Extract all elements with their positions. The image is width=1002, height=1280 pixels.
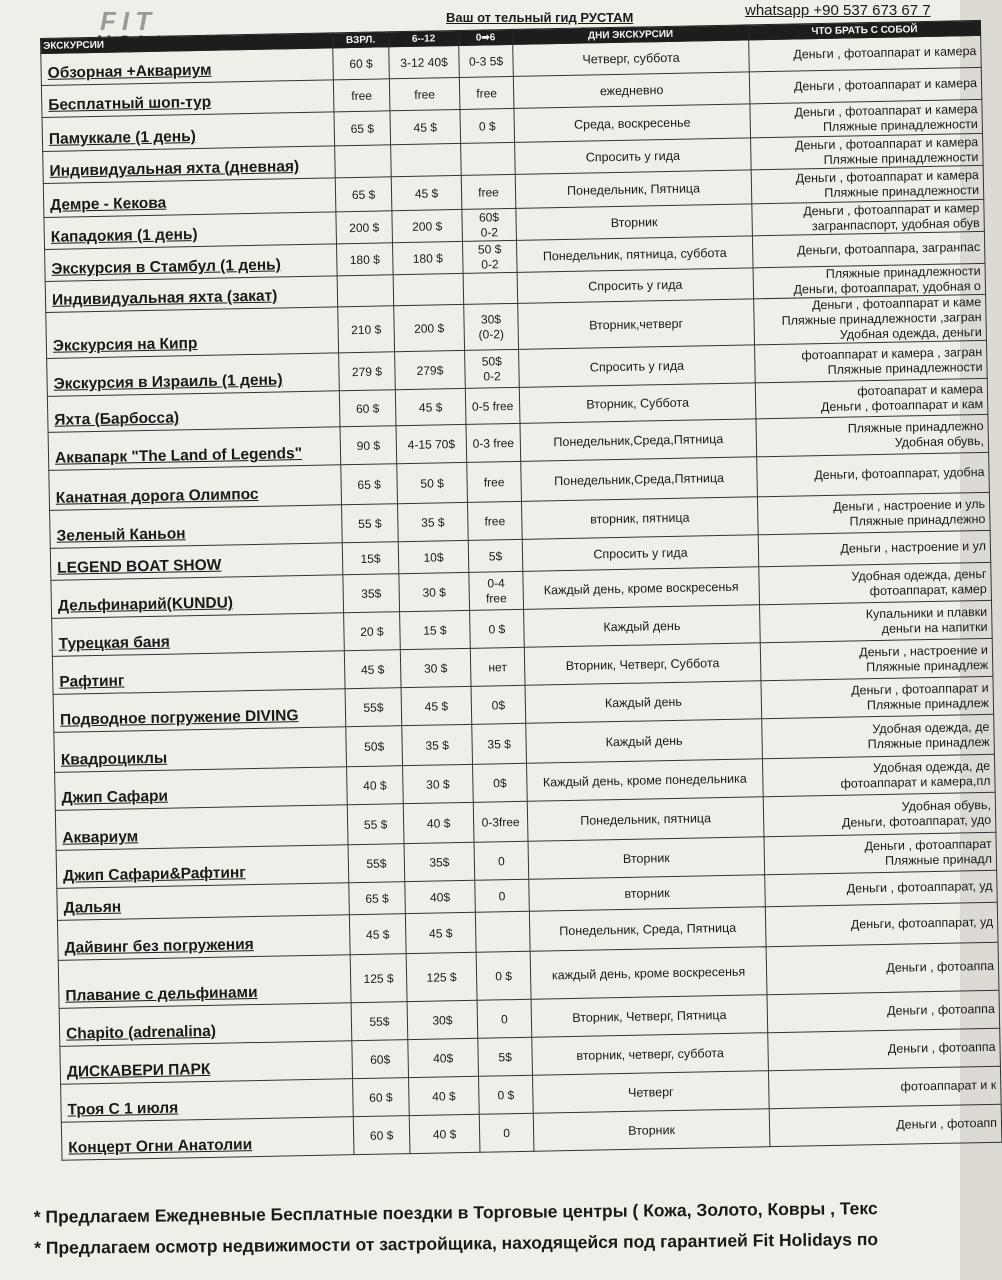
excursion-days: Вторник, Четверг, Пятница bbox=[531, 995, 768, 1038]
items-to-bring-line: фотоаппарат и камера , загран bbox=[801, 344, 983, 362]
column-header-excursions: ЭКСКУРСИИ bbox=[41, 33, 333, 54]
excursions-table bbox=[40, 20, 1002, 1161]
price-adult: 210 $ bbox=[338, 306, 395, 353]
excursion-name: Квадроциклы bbox=[54, 727, 347, 773]
items-to-bring bbox=[751, 133, 984, 169]
items-to-bring bbox=[768, 1028, 1001, 1070]
excursion-name: Индивидуальная яхта (дневная) bbox=[43, 146, 336, 184]
price-baby-line: 0-4 bbox=[487, 575, 505, 591]
excursion-days: Спросить у гида bbox=[519, 345, 756, 388]
price-adult: 55 $ bbox=[347, 804, 404, 845]
excursion-days: Каждый день bbox=[524, 605, 761, 648]
price-kid: 30 $ bbox=[403, 764, 474, 803]
excursion-name: Яхта (Барбосса) bbox=[47, 391, 340, 433]
price-adult: 65 $ bbox=[341, 464, 398, 505]
items-to-bring-line: Пляжные принадлеж bbox=[867, 734, 990, 751]
excursion-name: Chapito (adrenalina) bbox=[59, 1003, 352, 1047]
price-kid: 40$ bbox=[408, 1038, 479, 1077]
price-kid bbox=[391, 143, 462, 176]
price-kid: 40$ bbox=[405, 880, 476, 913]
price-kid: 180 $ bbox=[392, 241, 463, 274]
price-baby: 0 $ bbox=[476, 951, 531, 1000]
price-baby-line: 0-2 bbox=[483, 368, 501, 384]
excursion-name: Джип Сафари bbox=[55, 767, 348, 811]
items-to-bring bbox=[752, 199, 985, 235]
price-kid: 3-12 40$ bbox=[389, 45, 460, 78]
price-adult: 55$ bbox=[348, 844, 405, 883]
price-kid: 45 $ bbox=[401, 686, 472, 725]
items-to-bring-line: Пляжные принадлеж bbox=[866, 695, 990, 712]
excursion-days: Понедельник, пятница, суббота bbox=[516, 236, 753, 273]
excursion-name: Экскурсия в Стамбул (1 день) bbox=[45, 244, 338, 282]
price-baby: 0 bbox=[477, 999, 532, 1038]
items-to-bring-line: Деньги, фотоаппарат, уд bbox=[850, 914, 994, 932]
items-to-bring-line: Купальники и плавки bbox=[865, 604, 988, 621]
items-to-bring bbox=[749, 67, 982, 103]
price-baby bbox=[464, 303, 519, 350]
items-to-bring bbox=[765, 902, 998, 946]
excursion-days: вторник bbox=[529, 875, 766, 912]
items-to-bring bbox=[749, 35, 982, 71]
items-to-bring bbox=[763, 792, 996, 836]
excursion-name: Дельфинарий(KUNDU) bbox=[51, 575, 344, 619]
price-kid: 45 $ bbox=[405, 912, 476, 953]
price-kid: 40 $ bbox=[403, 802, 474, 843]
price-adult: 55$ bbox=[345, 688, 402, 727]
items-to-bring bbox=[755, 378, 988, 418]
items-to-bring-line: Деньги , фотоаппа bbox=[886, 958, 995, 975]
price-baby: 0 $ bbox=[470, 609, 525, 648]
items-to-bring-line: фотоаппарат и камера,пл bbox=[840, 773, 991, 791]
items-to-bring bbox=[754, 294, 987, 344]
excursion-name: Обзорная +Аквариум bbox=[41, 48, 334, 86]
items-to-bring bbox=[764, 832, 997, 874]
excursion-days: Спросить у гида bbox=[522, 535, 759, 572]
items-to-bring bbox=[751, 165, 984, 203]
excursion-days: Вторник bbox=[528, 837, 765, 880]
price-baby-line: 30$ bbox=[480, 311, 502, 327]
items-to-bring-line: деньги на напитки bbox=[881, 619, 988, 636]
price-baby bbox=[465, 349, 520, 388]
excursion-days: Спросить у гида bbox=[517, 268, 754, 304]
price-kid: 35 $ bbox=[402, 724, 473, 765]
price-kid: 4-15 70$ bbox=[396, 424, 467, 463]
price-baby: нет bbox=[470, 647, 525, 686]
excursions-table-wrapper bbox=[40, 20, 1001, 1161]
excursion-days: Вторник, Четверг, Суббота bbox=[524, 643, 761, 686]
price-kid: 200 $ bbox=[392, 209, 463, 242]
items-to-bring bbox=[760, 638, 993, 680]
excursion-days: вторник, пятница bbox=[521, 497, 758, 540]
items-to-bring-line: Удобная одежда, де bbox=[872, 758, 991, 775]
price-adult: 45 $ bbox=[344, 650, 401, 689]
excursion-name: Демре - Кекова bbox=[43, 178, 336, 218]
items-to-bring-line: фотоапарат и камера bbox=[857, 381, 984, 398]
items-to-bring bbox=[766, 942, 999, 994]
price-adult: 45 $ bbox=[349, 914, 406, 955]
price-baby: 0 bbox=[475, 879, 530, 912]
table-body bbox=[41, 35, 1002, 1160]
items-to-bring-line: Деньги , фотоаппарат и камера bbox=[794, 101, 978, 120]
price-adult: 60 $ bbox=[353, 1078, 410, 1117]
price-baby-line: 0-2 bbox=[481, 256, 499, 272]
price-baby: 5$ bbox=[478, 1037, 533, 1076]
excursion-days: Понедельник,Среда,Пятница bbox=[520, 419, 757, 462]
excursion-days: Вторник bbox=[516, 204, 753, 241]
price-adult: 60 $ bbox=[339, 390, 396, 427]
price-adult: 60$ bbox=[352, 1040, 409, 1079]
price-baby: 0 bbox=[474, 841, 529, 880]
price-baby bbox=[462, 240, 517, 273]
price-adult bbox=[337, 275, 394, 307]
items-to-bring-line: Деньги, фотоаппарат, удо bbox=[841, 812, 992, 830]
price-kid: 15 $ bbox=[400, 610, 471, 649]
price-baby: 0-3free bbox=[473, 801, 528, 842]
price-adult: free bbox=[333, 79, 390, 112]
items-to-bring-line: Пляжные принадлеж bbox=[866, 657, 989, 674]
items-to-bring bbox=[761, 676, 994, 718]
items-to-bring-line: загранпаспорт, удобная обув bbox=[811, 215, 980, 233]
price-baby: 0-3 free bbox=[466, 423, 521, 462]
excursion-name: Дальян bbox=[57, 883, 350, 921]
items-to-bring bbox=[768, 1066, 1001, 1108]
price-kid bbox=[393, 273, 464, 305]
price-adult: 90 $ bbox=[340, 426, 397, 465]
items-to-bring-line: Пляжные принадлежности ,загран bbox=[781, 309, 982, 328]
items-to-bring bbox=[759, 562, 992, 604]
excursion-days: Четверг, суббота bbox=[513, 40, 750, 77]
items-to-bring-line: Удобная одежда, де bbox=[872, 719, 990, 736]
items-to-bring-line: Удобная обувь, bbox=[894, 433, 985, 450]
items-to-bring-line: Пляжные принадлежности bbox=[825, 263, 981, 281]
items-to-bring-line: Деньги , настроение и ул bbox=[840, 538, 987, 556]
items-to-bring-line: Удобная одежда, деньг bbox=[851, 566, 987, 584]
excursion-name: ДИСКАВЕРИ ПАРК bbox=[60, 1041, 353, 1085]
price-baby bbox=[475, 911, 530, 952]
column-header-kid: 6--12 bbox=[388, 30, 458, 46]
excursion-days: Понедельник,Среда,Пятница bbox=[521, 457, 758, 502]
items-to-bring-line: Деньги , фотоаппарат bbox=[864, 836, 992, 853]
price-adult: 200 $ bbox=[336, 211, 393, 244]
items-to-bring-line: Деньги , фотоаппа bbox=[886, 1001, 995, 1018]
price-kid: 45 $ bbox=[391, 175, 462, 210]
excursion-name: Троя С 1 июля bbox=[61, 1079, 354, 1123]
items-to-bring-line: Деньги , фотоаппарат и камера bbox=[793, 76, 978, 94]
price-adult: 15$ bbox=[342, 542, 399, 575]
items-to-bring bbox=[769, 1104, 1002, 1146]
price-baby: free bbox=[467, 501, 522, 540]
excursion-name: Памуккале (1 день) bbox=[42, 112, 335, 152]
excursion-days: каждый день, кроме воскресенья bbox=[530, 947, 767, 1000]
whatsapp-contact: whatsapp +90 537 673 67 7 bbox=[745, 2, 931, 19]
price-kid: 40 $ bbox=[409, 1076, 480, 1115]
price-baby bbox=[461, 142, 516, 175]
items-to-bring-line: Деньги , фотоаппарат и камер bbox=[803, 200, 980, 218]
price-baby: 0-3 5$ bbox=[459, 44, 514, 77]
items-to-bring-line: Удобная одежда, деньги bbox=[839, 324, 982, 342]
items-to-bring bbox=[756, 414, 989, 456]
excursion-days: Вторник, Суббота bbox=[519, 383, 756, 424]
excursion-name: Дайвинг без погружения bbox=[57, 915, 350, 961]
price-baby: 5$ bbox=[468, 539, 523, 572]
excursion-days: Вторник,четверг bbox=[518, 299, 755, 350]
items-to-bring-line: Пляжные принадлежности bbox=[827, 359, 983, 377]
items-to-bring-line: Деньги, фотоаппара, загранпас bbox=[796, 239, 981, 258]
items-to-bring-line: Деньги , фотоаппарат и bbox=[850, 680, 989, 698]
footer-note-realestate: * Предлагаем осмотр недвижимости от застройщика, находящейся под гарантией Fit Holidays по bbox=[34, 1229, 879, 1258]
excursion-name: Плавание с дельфинами bbox=[58, 955, 351, 1009]
excursion-days: вторник, четверг, суббота bbox=[532, 1033, 769, 1076]
price-kid: 30 $ bbox=[400, 648, 471, 687]
price-kid: 35$ bbox=[404, 842, 475, 881]
price-baby: free bbox=[467, 461, 522, 502]
items-to-bring-line: Деньги , настроение и уль bbox=[832, 496, 986, 514]
excursion-name: Концерт Огни Анатолии bbox=[61, 1117, 354, 1161]
items-to-bring-line: Деньги , фотоаппарат и камера bbox=[794, 134, 979, 153]
items-to-bring-line: Деньги, фотоаппарат, удобна bbox=[814, 464, 985, 483]
price-kid: 30 $ bbox=[399, 572, 470, 611]
price-baby: free bbox=[461, 174, 516, 209]
price-baby: 35 $ bbox=[472, 723, 527, 764]
items-to-bring-line: Деньги , фотоаппарат и камера bbox=[795, 167, 979, 186]
items-to-bring bbox=[750, 99, 983, 137]
items-to-bring-line: Пляжные принадл bbox=[884, 851, 993, 868]
items-to-bring bbox=[757, 452, 990, 496]
price-baby: free bbox=[459, 76, 514, 109]
price-adult: 50$ bbox=[346, 726, 403, 767]
excursion-name: Кападокия (1 день) bbox=[44, 212, 337, 250]
price-baby: 0 bbox=[479, 1113, 534, 1152]
price-adult: 180 $ bbox=[337, 243, 394, 276]
items-to-bring-line: Пляжные принадлежности bbox=[824, 182, 980, 200]
price-adult: 125 $ bbox=[350, 954, 407, 1003]
items-to-bring-line: Деньги , фотоаппарат и камера bbox=[793, 44, 977, 62]
items-to-bring bbox=[762, 754, 995, 796]
excursion-days: Каждый день bbox=[525, 681, 762, 724]
price-baby: 0$ bbox=[471, 685, 526, 724]
excursion-days: Понедельник, Пятница bbox=[515, 170, 752, 209]
price-baby-line: 0-2 bbox=[480, 224, 499, 240]
price-baby-line: 60$ bbox=[478, 209, 500, 225]
items-to-bring-line: фотоаппарат и к bbox=[900, 1077, 997, 1094]
excursion-name: Экскурсия на Кипр bbox=[46, 307, 339, 359]
price-baby bbox=[463, 272, 518, 304]
excursion-name: Джип Сафари&Рафтинг bbox=[56, 845, 349, 889]
logo-mark: FIT bbox=[100, 6, 157, 36]
column-header-adult: ВЗРЛ. bbox=[332, 32, 388, 48]
items-to-bring-line: Деньги , фотоаппарат и каме bbox=[811, 294, 982, 313]
column-header-baby: 0➡6 bbox=[458, 29, 512, 45]
price-adult: 55 $ bbox=[342, 504, 399, 543]
items-to-bring bbox=[757, 492, 990, 534]
price-adult: 60 $ bbox=[333, 47, 390, 80]
items-to-bring bbox=[752, 231, 985, 267]
price-baby-line: 50 $ bbox=[477, 241, 502, 257]
price-adult: 65 $ bbox=[349, 882, 406, 915]
footer-notes bbox=[34, 1197, 975, 1269]
price-adult: 55$ bbox=[351, 1002, 408, 1041]
items-to-bring-line: Деньги , фотоаппа bbox=[887, 1039, 996, 1056]
price-baby-line: 50$ bbox=[481, 353, 502, 369]
price-baby: 0-5 free bbox=[465, 387, 520, 424]
price-adult: 65 $ bbox=[335, 177, 392, 212]
items-to-bring-line: Удобная обувь, bbox=[901, 797, 992, 814]
price-adult: 279 $ bbox=[339, 352, 396, 391]
items-to-bring-line: Деньги , фотоаппарат и кам bbox=[820, 396, 984, 414]
excursion-name: Канатная дорога Олимпос bbox=[49, 465, 342, 511]
excursion-days: ежедневно bbox=[513, 72, 750, 109]
excursion-name: Подводное погружение DIVING bbox=[53, 689, 346, 733]
items-to-bring-line: Деньги , настроение и bbox=[859, 642, 989, 659]
price-adult: 20 $ bbox=[344, 612, 401, 651]
excursion-days: Четверг bbox=[533, 1071, 770, 1114]
footer-note-shopping: * Предлагаем Ежедневные Бесплатные поездки в Торговые центры ( Кожа, Золото, Ковры , Текс bbox=[33, 1198, 878, 1227]
excursion-days: Каждый день bbox=[526, 719, 763, 764]
price-kid: 10$ bbox=[398, 540, 469, 573]
excursion-days: Понедельник, пятница bbox=[527, 797, 764, 842]
excursion-name: Аквариум bbox=[55, 805, 348, 851]
excursion-name: Индивидуальная яхта (закат) bbox=[45, 276, 338, 313]
price-kid: 45 $ bbox=[395, 388, 466, 425]
column-header-bring: ЧТО БРАТЬ С СОБОЙ bbox=[748, 20, 980, 39]
excursion-name: LEGEND BOAT SHOW bbox=[50, 543, 343, 581]
items-to-bring-line: Деньги , фотоаппарат, уд bbox=[846, 878, 993, 896]
excursion-days: Каждый день, кроме воскресенья bbox=[523, 567, 760, 610]
price-kid: 40 $ bbox=[409, 1114, 480, 1153]
items-to-bring-line: Пляжные принадлежно bbox=[849, 511, 986, 529]
excursion-name: Экскурсия в Израиль (1 день) bbox=[47, 353, 340, 397]
excursion-days: Спросить у гида bbox=[515, 138, 752, 175]
excursion-name: Зеленый Каньон bbox=[50, 505, 343, 549]
price-kid: free bbox=[389, 77, 460, 110]
items-to-bring bbox=[765, 870, 998, 906]
items-to-bring bbox=[755, 340, 988, 382]
price-baby: 0 $ bbox=[460, 108, 515, 143]
price-baby-line: (0-2) bbox=[478, 326, 505, 342]
excursion-days: Вторник bbox=[533, 1109, 770, 1152]
excursion-name: Бесплатный шоп-тур bbox=[41, 80, 334, 118]
price-baby bbox=[462, 208, 517, 241]
items-to-bring-line: Пляжные принадлежности bbox=[823, 149, 979, 167]
price-baby-line: free bbox=[485, 590, 507, 606]
price-kid: 50 $ bbox=[397, 462, 468, 503]
items-to-bring bbox=[767, 990, 1000, 1032]
excursion-days: Понедельник, Среда, Пятница bbox=[529, 907, 766, 952]
items-to-bring-line: фотоаппарат, камер bbox=[869, 581, 987, 598]
guide-title: Ваш от тельный гид РУСТАМ bbox=[446, 10, 634, 25]
price-baby: 0$ bbox=[473, 763, 528, 802]
items-to-bring bbox=[753, 263, 986, 298]
price-kid: 200 $ bbox=[394, 304, 465, 351]
price-kid: 30$ bbox=[407, 1000, 478, 1039]
items-to-bring bbox=[758, 530, 991, 566]
price-adult: 35$ bbox=[343, 574, 400, 613]
price-kid: 279$ bbox=[395, 350, 466, 389]
excursion-name: Турецкая баня bbox=[52, 613, 345, 657]
items-to-bring-line: Пляжные принадлежности bbox=[822, 116, 978, 134]
price-adult: 65 $ bbox=[334, 111, 391, 146]
excursion-name: Аквапарк "The Land of Legends" bbox=[48, 427, 341, 471]
price-baby: 0 $ bbox=[479, 1075, 534, 1114]
price-kid: 45 $ bbox=[390, 109, 461, 144]
items-to-bring-line: Деньги, фотоаппарат, удобная о bbox=[793, 278, 982, 297]
price-adult: 60 $ bbox=[353, 1116, 410, 1155]
column-header-days: ДНИ ЭКСКУРСИИ bbox=[512, 25, 748, 45]
excursion-name: Рафтинг bbox=[52, 651, 345, 695]
price-kid: 35 $ bbox=[398, 502, 469, 541]
price-kid: 125 $ bbox=[406, 952, 477, 1001]
excursion-days: Среда, воскресенье bbox=[514, 104, 751, 143]
price-adult: 40 $ bbox=[347, 766, 404, 805]
items-to-bring-line: Пляжные принадлежно bbox=[847, 418, 984, 436]
excursion-days: Каждый день, кроме понедельника bbox=[527, 759, 764, 802]
items-to-bring bbox=[760, 600, 993, 642]
price-baby bbox=[469, 571, 524, 610]
price-adult bbox=[335, 145, 392, 178]
items-to-bring-line: Деньги , фотоапп bbox=[896, 1115, 998, 1132]
items-to-bring bbox=[762, 714, 995, 758]
